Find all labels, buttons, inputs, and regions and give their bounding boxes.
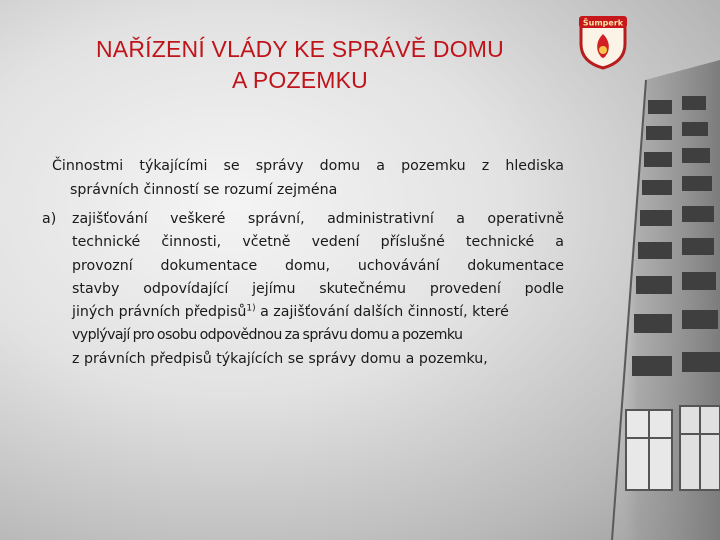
list-line (72, 301, 564, 324)
building-photo (590, 60, 720, 540)
town-logo (575, 10, 631, 70)
list-line-text: a zajišťování dalších činností, které (255, 304, 509, 321)
list-line: stavby odpovídající jejímu skutečnému provedení podle (72, 280, 564, 297)
list-line: vyplývají pro osobu odpovědnou za správu domu a pozemku (72, 327, 463, 344)
list-line: provozní dokumentace domu, uchovávání dokumentace (72, 257, 564, 274)
intro-line-2: správních činností se rozumí zejména (70, 182, 338, 198)
slide-title (40, 34, 560, 96)
list-item-body (72, 208, 564, 371)
logo-text: Šumperk (582, 18, 624, 28)
title-line-2: A POZEMKU (232, 67, 368, 93)
list-line: zajišťování veškeré správní, administrativní a operativně (72, 211, 564, 227)
footnote-ref: 1) (246, 303, 256, 314)
list-marker: a) (42, 211, 57, 227)
list-line: z právních předpisů týkajících se správy domu a pozemku, (72, 350, 488, 367)
intro-paragraph (52, 154, 564, 202)
intro-line-1: Činnostmi týkajícími se správy domu a pozemku z hlediska (52, 158, 564, 174)
list-item-a (42, 208, 564, 371)
list-line: technické činnosti, včetně vedení příslušné technické a (72, 234, 564, 251)
title-line-1: NAŘÍZENÍ VLÁDY KE SPRÁVĚ DOMU (96, 36, 504, 62)
list-line-text: jiných právních předpisů (72, 304, 247, 321)
